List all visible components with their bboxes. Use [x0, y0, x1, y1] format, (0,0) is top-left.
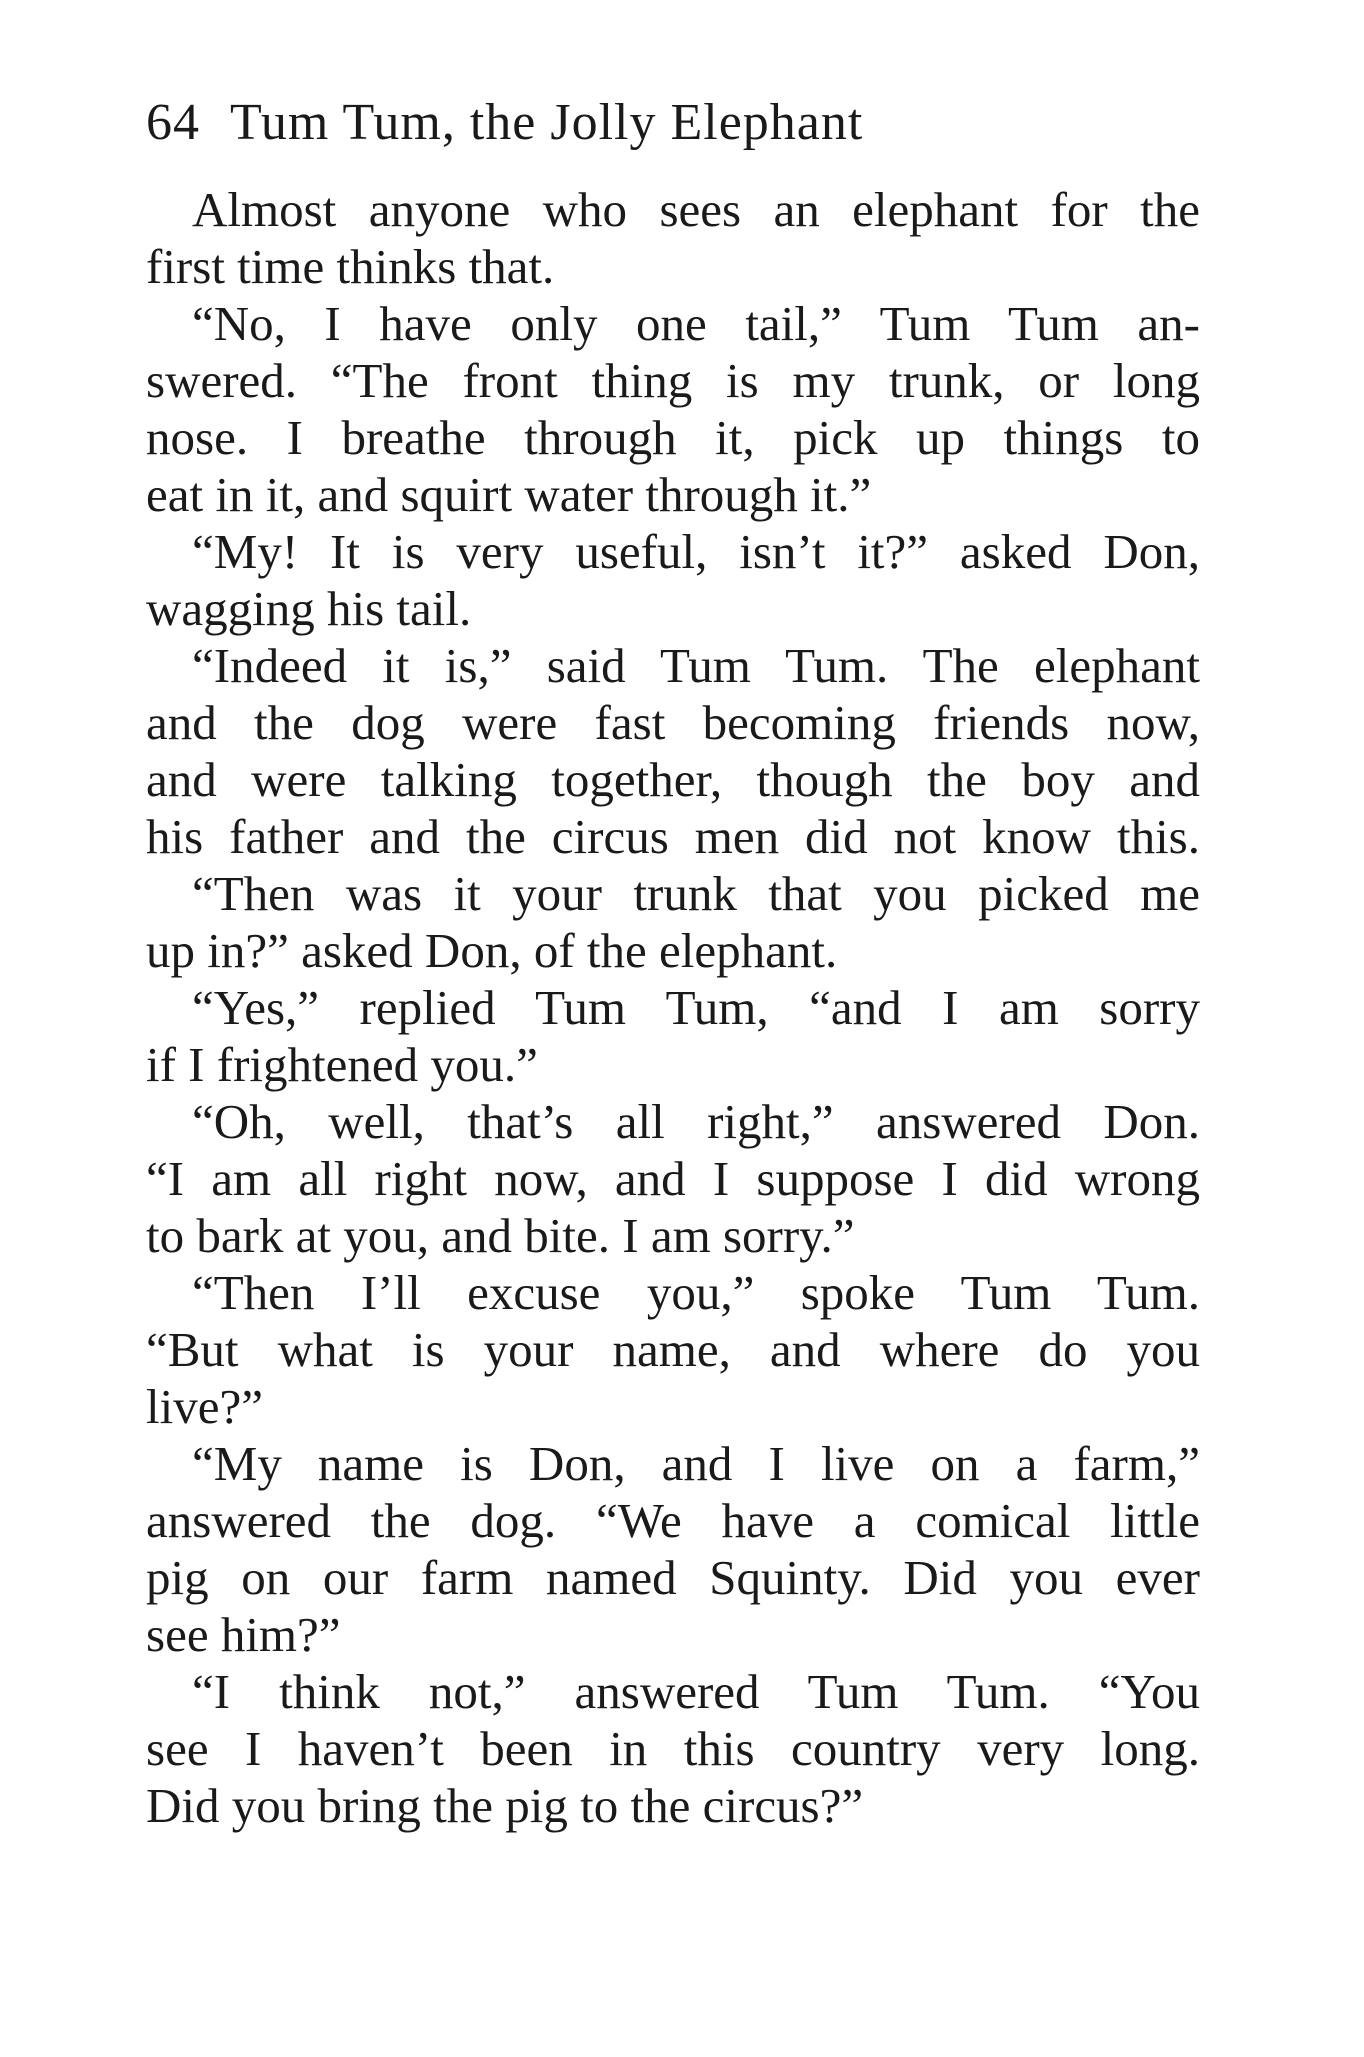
text-line: “Oh, well, that’s all right,” answered Don. — [192, 1094, 1200, 1149]
text-line: “Then I’ll excuse you,” spoke Tum Tum. — [192, 1265, 1200, 1320]
text-line: “My! It is very useful, isn’t it?” asked Don, — [192, 524, 1200, 579]
text-line: answered the dog. “We have a comical little — [146, 1493, 1200, 1548]
text-line: nose. I breathe through it, pick up things to — [146, 410, 1200, 465]
text-line: see him?” — [146, 1607, 341, 1662]
text-line: “I think not,” answered Tum Tum. “You — [192, 1664, 1200, 1719]
text-line: first time thinks that. — [146, 239, 555, 294]
text-line: his father and the circus men did not know this. — [146, 809, 1200, 864]
text-line: “But what is your name, and where do you — [146, 1322, 1200, 1377]
text-line: see I haven’t been in this country very long. — [146, 1721, 1200, 1776]
text-line: “My name is Don, and I live on a farm,” — [192, 1436, 1200, 1491]
text-line: and the dog were fast becoming friends now, — [146, 695, 1200, 750]
text-line: eat in it, and squirt water through it.” — [146, 467, 872, 522]
text-line: Almost anyone who sees an elephant for the — [192, 182, 1200, 237]
text-line: to bark at you, and bite. I am sorry.” — [146, 1208, 855, 1263]
page-number: 64 — [146, 94, 200, 151]
text-line: “Then was it your trunk that you picked me — [192, 866, 1200, 921]
text-line: swered. “The front thing is my trunk, or long — [146, 353, 1200, 408]
text-line: if I frightened you.” — [146, 1037, 538, 1092]
text-line: wagging his tail. — [146, 581, 472, 636]
page-header — [146, 88, 1206, 158]
text-line: pig on our farm named Squinty. Did you ever — [146, 1550, 1200, 1605]
text-line: and were talking together, though the boy and — [146, 752, 1200, 807]
text-line: “Indeed it is,” said Tum Tum. The elephant — [192, 638, 1200, 693]
running-title: Tum Tum, the Jolly Elephant — [230, 94, 864, 151]
text-line: Did you bring the pig to the circus?” — [146, 1778, 864, 1833]
text-line: “Yes,” replied Tum Tum, “and I am sorry — [192, 980, 1200, 1035]
text-line: live?” — [146, 1379, 263, 1434]
text-line: “I am all right now, and I suppose I did wrong — [146, 1151, 1200, 1206]
text-line: up in?” asked Don, of the elephant. — [146, 923, 838, 978]
text-line: “No, I have only one tail,” Tum Tum an- — [192, 296, 1200, 351]
